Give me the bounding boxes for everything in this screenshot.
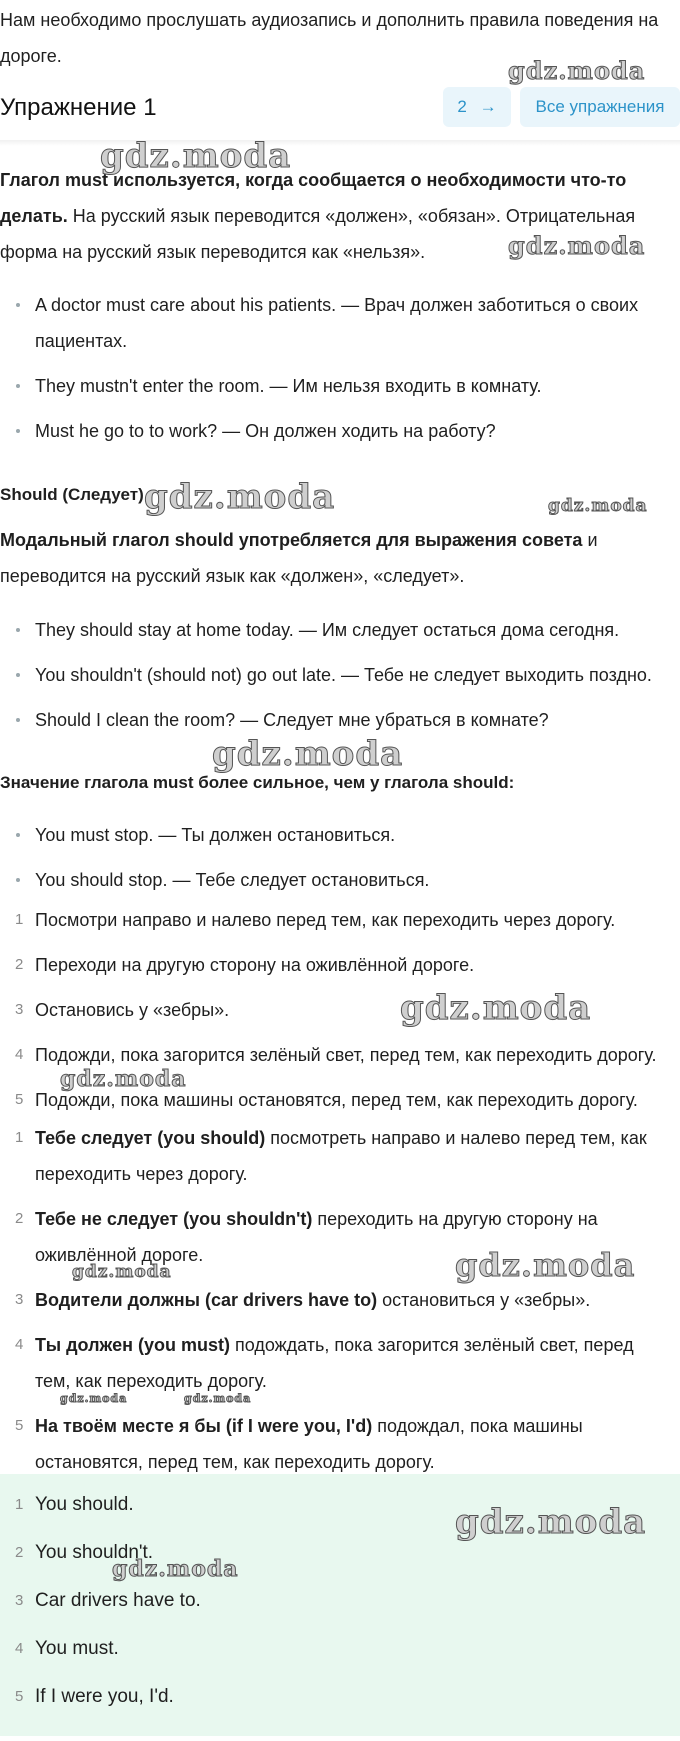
watermark: gdz.moda <box>112 1556 239 1582</box>
list-item: 4 Ты должен (you must) подождать, пока загорится зелёный свет, перед тем, как переходить дорогу. <box>15 1335 634 1391</box>
watermark: gdz.moda <box>455 1246 636 1284</box>
completed-rules-list <box>0 1120 650 1480</box>
list-item: 5 If I were you, I'd. <box>15 1686 174 1707</box>
watermark: gdz.moda <box>144 477 336 517</box>
arrow-right-icon: → <box>479 97 497 116</box>
answers-block <box>0 1474 680 1736</box>
list-item: 5 На твоём месте я бы (if I were you, I'd) подождал, пока машины остановятся, перед тем, как переходить дорогу. <box>15 1416 583 1472</box>
list-item: 4 You must. <box>15 1638 119 1659</box>
must-examples <box>0 287 670 458</box>
list-item: 5 Подожди, пока машины остановятся, перед тем, как переходить дорогу. <box>15 1090 638 1110</box>
watermark: gdz.moda <box>184 1392 252 1405</box>
next-exercise-button[interactable] <box>443 87 511 127</box>
compare-heading: Значение глагола must более сильное, чем у глагола should: <box>0 773 515 792</box>
list-item: 3 Водители должны (car drivers have to) остановиться у «зебры». <box>15 1290 591 1310</box>
should-lead-bold: Модальный глагол should употребляется для выражения совета <box>0 530 583 550</box>
list-item: You shouldn't (should not) go out late. — Тебе не следует выходить поздно. <box>0 657 680 693</box>
watermark: gdz.moda <box>212 734 404 774</box>
list-item: 2 Переходи на другую сторону на оживлённой дороге. <box>15 955 475 975</box>
list-item: 1 You should. <box>15 1494 134 1515</box>
should-examples <box>0 612 680 747</box>
list-item: Should I clean the room? — Следует мне убраться в комнате? <box>0 702 680 738</box>
watermark: gdz.moda <box>60 1066 187 1092</box>
must-lead-bold: Глагол must используется, когда сообщается о необходимости что-то делать. <box>0 170 627 226</box>
watermark: gdz.moda <box>72 1262 172 1282</box>
list-item: 1 Тебе следует (you should) посмотреть направо и налево перед тем, как переходить через дорогу. <box>15 1128 647 1184</box>
answers-list <box>0 1481 680 1721</box>
exercise-title: Упражнение 1 <box>0 94 157 121</box>
list-item: You must stop. — Ты должен остановиться. <box>0 817 680 853</box>
should-heading: Should (Следует) <box>0 485 144 504</box>
watermark: gdz.moda <box>508 231 646 260</box>
list-item: Must he go to to work? — Он должен ходить на работу? <box>0 413 670 449</box>
list-item: 1 Посмотри направо и налево перед тем, как переходить через дорогу. <box>15 910 616 930</box>
compare-examples <box>0 817 680 907</box>
should-explanation <box>0 522 600 594</box>
list-item: They should stay at home today. — Им следует остаться дома сегодня. <box>0 612 680 648</box>
watermark: gdz.moda <box>100 136 292 176</box>
watermark: gdz.moda <box>60 1392 128 1405</box>
watermark: gdz.moda <box>548 496 648 516</box>
task-intro: Нам необходимо прослушать аудиозапись и дополнить правила поведения на дороге. <box>0 10 659 66</box>
rules-list <box>0 902 680 1118</box>
list-item: 3 Car drivers have to. <box>15 1590 201 1611</box>
list-item: 2 You shouldn't. <box>15 1542 154 1563</box>
exercise-header <box>0 84 680 134</box>
should-lead-text: и переводится на русский язык как «должен», «следует». <box>0 530 598 586</box>
watermark: gdz.moda <box>455 1502 647 1542</box>
list-item: A doctor must care about his patients. — Врач должен заботиться о своих пациентах. <box>0 287 670 359</box>
next-exercise-label: 2 <box>457 97 467 116</box>
list-item: 3 Остановись у «зебры». <box>15 1000 230 1020</box>
watermark: gdz.moda <box>508 56 646 85</box>
list-item: 2 Тебе не следует (you shouldn't) переходить на другую сторону на оживлённой дороге. <box>15 1209 598 1265</box>
must-explanation <box>0 162 672 270</box>
watermark: gdz.moda <box>400 988 592 1028</box>
must-lead-text: На русский язык переводится «должен», «обязан». Отрицательная форма на русский язык переводится как «нельзя». <box>0 206 636 262</box>
list-item: They mustn't enter the room. — Им нельзя входить в комнату. <box>0 368 670 404</box>
all-exercises-button[interactable]: Все упражнения <box>520 87 680 127</box>
header-divider <box>0 140 680 146</box>
list-item: You should stop. — Тебе следует остановиться. <box>0 862 680 898</box>
must-section <box>0 162 672 270</box>
list-item: 4 Подожди, пока загорится зелёный свет, перед тем, как переходить дорогу. <box>15 1045 657 1065</box>
